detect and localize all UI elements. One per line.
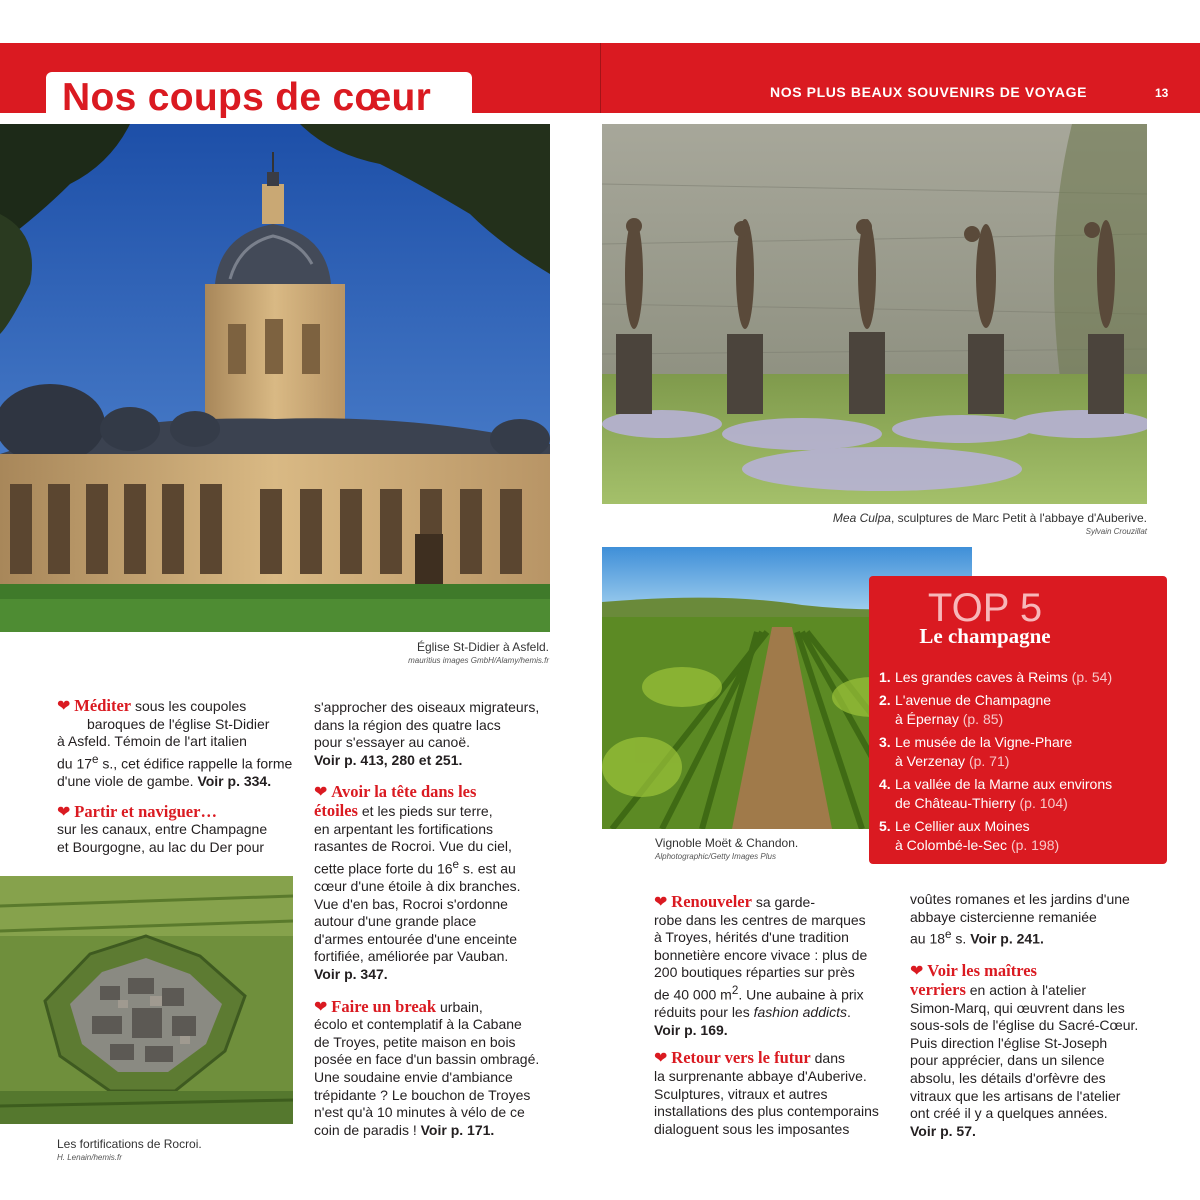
page-reference: Voir p. 57. [910, 1122, 976, 1139]
asfeld-caption [330, 640, 549, 666]
entry-renouveler: ❤ Renouveler sa garde- robe dans les centres de marques à Troyes, hérités d'une tradition bonnetière encore vivace : plus de 200 boutiques réparties sur près de 40 000 $m^2$. Une aubaine à prix réduits pour les fashion addicts. Voir p. 169. [654, 893, 899, 1039]
caption-text: Les fortifications de Rocroi. [57, 1137, 202, 1151]
page-reference: Voir p. 413, 280 et 251. [314, 751, 463, 768]
top5-item: 1. Les grandes caves à Reims (p. 54) [879, 669, 1113, 685]
heart-icon: ❤ [314, 996, 328, 1016]
heart-icon: ❤ [654, 892, 668, 911]
top5-item: 5. Le Cellier aux Moines à Colombé-le-Sec (p. 198) [879, 817, 1060, 853]
top5-box [869, 576, 1167, 864]
photo-credit: Sylvain Crouzillat [1085, 527, 1147, 536]
entry-keyword: Faire un break [331, 996, 437, 1016]
entry-break: ❤ Faire un break urbain, écolo et contemplatif à la Cabane de Troyes, petite maison en bois posée en face d'un bassin ombragé. Une soudaine envie d'ambiance trépidante ? Le bouchon de Troyes n'est qu'à 10 minutes à vélo de ce coin de paradis ! Voir p. 171. [314, 996, 540, 1138]
entry-partir-continued: s'approcher des oiseaux migrateurs, dans la région des quatre lacs pour s'essayer au canoë. Voir p. 413, 280 et 251. [314, 699, 564, 769]
page-title: Nos coups de cœur [62, 76, 432, 119]
entry-partir: ❤ Partir et naviguer… sur les canaux, entre Champagne et Bourgogne, au lac du Der pour [57, 801, 268, 855]
text-column-3 [654, 893, 899, 1138]
photo-credit: H. Lenain/hemis.fr [57, 1153, 122, 1162]
entry-verriers: ❤ Voir les maîtres verriers en action à l'atelier Simon-Marq, qui œuvrent dans les sous-sols de l'église du Sacré-Cœur. Puis direction l'église St-Joseph pour apprécier, dans un silence absolu, les détails d'orfèvre des vitraux que les artisans de l'atelier ont créé il y a quelques années. Voir p. 57. [910, 962, 1160, 1140]
top5-list [879, 668, 1112, 856]
page-reference: Voir p. 171. [420, 1121, 495, 1138]
vineyard-caption [655, 836, 865, 862]
page-number: 13 [1155, 86, 1169, 100]
caption-text: Mea Culpa, sculptures de Marc Petit à l'abbaye d'Auberive. [832, 511, 1147, 525]
entry-retour-continued: voûtes romanes et les jardins d'une abbaye cistercienne remaniée au 18e s. Voir p. 241. [910, 891, 1130, 947]
text-column-4 [910, 891, 1160, 1140]
photo-credit: mauritius images GmbH/Alamy/hemis.fr [408, 656, 549, 665]
photo-credit: Alphotographic/Getty Images Plus [655, 852, 776, 861]
page-spine [600, 43, 601, 113]
entry-keyword: Avoir la tête dans les [331, 782, 477, 802]
text-column-1 [57, 697, 302, 856]
entry-retour: ❤ Retour vers le futur dans la surprenante abbaye d'Auberive. Sculptures, vitraux et autres installations des plus contemporains dialoguent sous les imposantes [654, 1048, 879, 1137]
heart-icon: ❤ [910, 961, 924, 981]
auberive-sculptures-photo [602, 124, 1147, 504]
rocroi-aerial-photo [0, 876, 293, 1124]
top5-title: TOP 5 [927, 586, 1043, 630]
entry-keyword: Retour vers le futur [671, 1048, 811, 1068]
top5-item: 4. La vallée de la Marne aux environs de Château-Thierry (p. 104) [879, 775, 1113, 811]
text-column-2 [314, 699, 564, 1139]
heart-icon: ❤ [57, 801, 71, 821]
entry-keyword: Renouveler [671, 892, 752, 911]
asfeld-church-photo [0, 124, 550, 632]
top5-subtitle: Le champagne [919, 624, 1051, 648]
page-reference: Voir p. 334. [197, 773, 272, 790]
heart-icon: ❤ [654, 1048, 668, 1068]
page-reference: Voir p. 169. [654, 1021, 728, 1038]
caption-text: Église St-Didier à Asfeld. [416, 640, 549, 654]
auberive-caption [700, 511, 1147, 537]
heart-icon: ❤ [314, 782, 328, 802]
entry-keyword: Voir les maîtres [927, 961, 1037, 981]
entry-keyword: Méditer [74, 696, 132, 715]
page-reference: Voir p. 347. [314, 965, 388, 982]
entry-avoir: ❤ Avoir la tête dans les étoiles et les pieds sur terre, en arpentant les fortifications rasantes de Rocroi. Vue du ciel, cette place forte du 16e s. est au cœur d'une étoile à dix branches. Vue d'en bas, Rocroi s'ordonne autour d'une grande place d'armes entourée d'une enceinte fortifiée, améliorée par Vauban. Voir p. 347. [314, 783, 564, 983]
running-head: NOS PLUS BEAUX SOUVENIRS DE VOYAGE [770, 84, 1088, 100]
top5-item: 2. L'avenue de Champagne à Épernay (p. 85) [879, 691, 1052, 727]
page-reference: Voir p. 241. [970, 930, 1044, 947]
entry-keyword: Partir et naviguer… [74, 801, 217, 821]
top5-item: 3. Le musée de la Vigne-Phare à Verzenay (p. 71) [879, 733, 1073, 769]
rocroi-caption [57, 1137, 297, 1163]
caption-text: Vignoble Moët & Chandon. [655, 836, 799, 850]
entry-mediter: ❤ Méditer sous les coupoles baroques de l'église St-Didier à Asfeld. Témoin de l'art italien du 17e s., cet édifice rappelle la forme d'une viole de gambe. Voir p. 334. [57, 696, 293, 790]
heart-icon: ❤ [57, 696, 71, 715]
